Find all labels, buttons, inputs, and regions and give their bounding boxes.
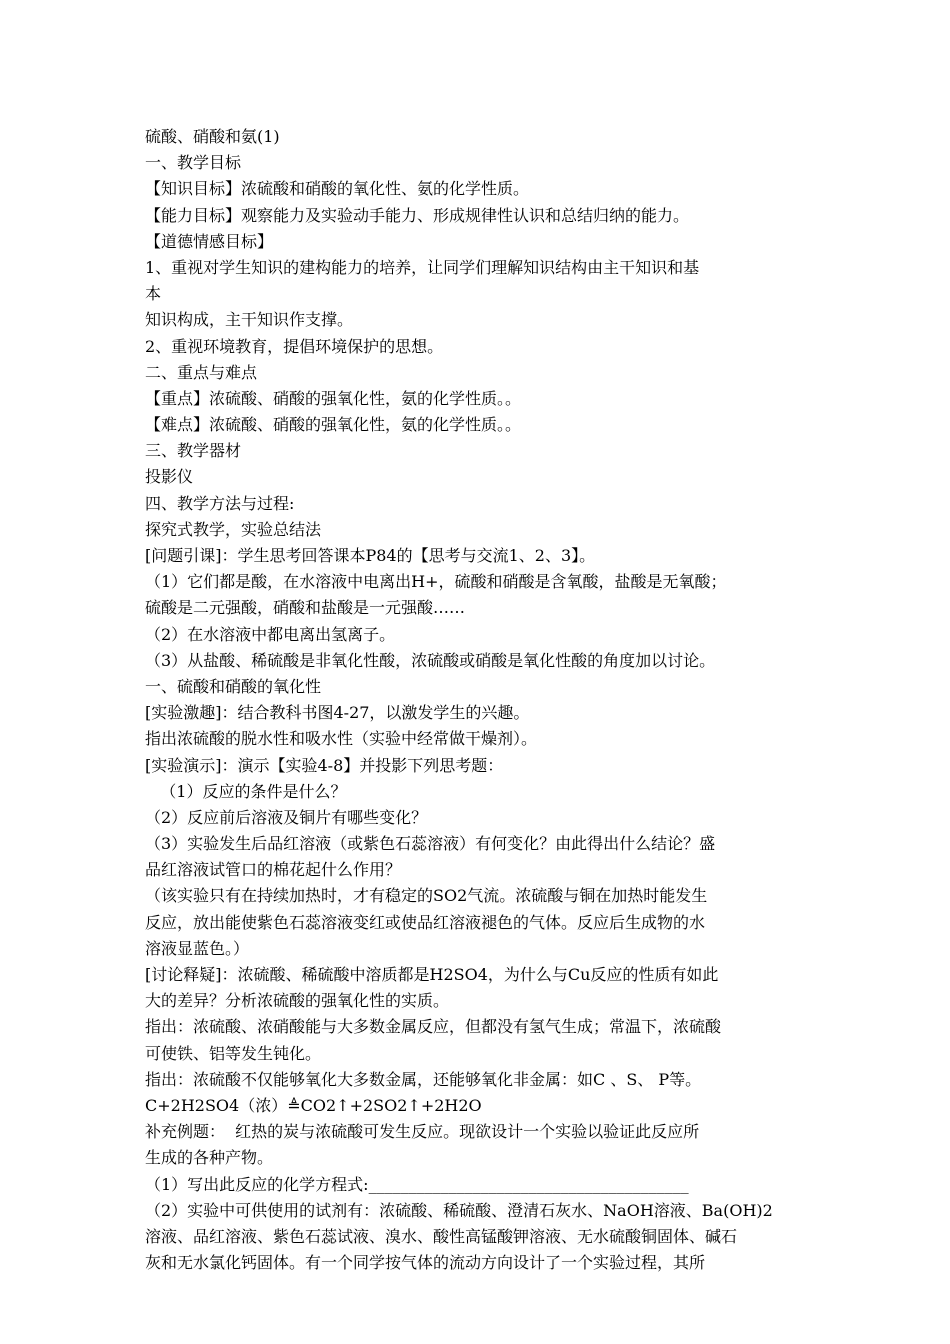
text-line: 灰和无水氯化钙固体。有一个同学按气体的流动方向设计了一个实验过程，其所 bbox=[145, 1253, 706, 1273]
text-line: （3）从盐酸、稀硫酸是非氧化性酸，浓硫酸或硝酸是氧化性酸的角度加以讨论。 bbox=[145, 650, 716, 670]
text-line: 【能力目标】观察能力及实验动手能力、形成规律性认识和总结归纳的能力。 bbox=[145, 205, 690, 225]
text-line: [实验激趣]：结合教科书图4-27，以激发学生的兴趣。 bbox=[145, 703, 530, 723]
text-line: （2）实验中可供使用的试剂有：浓硫酸、稀硫酸、澄清石灰水、NaOH溶液、Ba(OH)2 bbox=[145, 1200, 773, 1220]
text-line: 投影仪 bbox=[145, 467, 194, 487]
text-line: （1）反应的条件是什么？ bbox=[145, 781, 347, 801]
section-heading: 四、教学方法与过程: bbox=[145, 493, 295, 513]
text-line: 【难点】浓硫酸、硝酸的强氧化性，氨的化学性质。。 bbox=[145, 415, 522, 435]
text-line: 补充例题： 红热的炭与浓硫酸可发生反应。现欲设计一个实验以验证此反应所 bbox=[145, 1122, 700, 1142]
text-line: 可使铁、铝等发生钝化。 bbox=[145, 1043, 322, 1063]
text-line: 指出浓硫酸的脱水性和吸水性（实验中经常做干燥剂）。 bbox=[145, 729, 538, 749]
section-heading: 一、教学目标 bbox=[145, 153, 242, 173]
text-line: 溶液、品红溶液、紫色石蕊试液、溴水、酸性高锰酸钾溶液、无水硫酸铜固体、碱石 bbox=[145, 1226, 738, 1246]
document-page bbox=[145, 124, 815, 1276]
doc-title: 硫酸、硝酸和氨(1) bbox=[145, 127, 280, 146]
text-line: 反应，放出能使紫色石蕊溶液变红或使品红溶液褪色的气体。反应后生成物的水 bbox=[145, 912, 706, 932]
text-line: 知识构成，主干知识作支撑。 bbox=[145, 310, 354, 330]
section-heading: 三、教学器材 bbox=[145, 441, 242, 461]
text-line: [实验演示]：演示【实验4-8】并投影下列思考题： bbox=[145, 755, 504, 775]
text-line: 本 bbox=[145, 284, 162, 304]
text-line: 指出：浓硫酸不仅能够氧化大多数金属，还能够氧化非金属：如C 、S、 P等。 bbox=[145, 1069, 702, 1089]
text-line: 【道德情感目标】 bbox=[145, 231, 274, 251]
text-line: 大的差异？分析浓硫酸的强氧化性的实质。 bbox=[145, 991, 450, 1011]
chemical-equation: C+2H2SO4（浓）≜CO2↑+2SO2↑+2H2O bbox=[145, 1095, 482, 1115]
text-line: （2）在水溶液中都电离出氢离子。 bbox=[145, 624, 396, 644]
section-heading: 一、硫酸和硝酸的氧化性 bbox=[145, 676, 322, 696]
text-line: 硫酸是二元强酸，硝酸和盐酸是一元强酸…… bbox=[145, 598, 466, 618]
text-line: 1、重视对学生知识的建构能力的培养，让同学们理解知识结构由主干知识和基 bbox=[145, 257, 700, 277]
text-line: （该实验只有在持续加热时，才有稳定的SO2气流。浓硫酸与铜在加热时能发生 bbox=[145, 886, 708, 906]
text-line: [问题引课]：学生思考回答课本P84的【思考与交流1、2、3】。 bbox=[145, 546, 596, 565]
text-line: 2、重视环境教育，提倡环境保护的思想。 bbox=[145, 336, 444, 356]
text-line: 溶液显蓝色。） bbox=[145, 938, 250, 958]
section-heading: 二、重点与难点 bbox=[145, 362, 258, 382]
text-line: （1）它们都是酸，在水溶液中电离出H+，硫酸和硝酸是含氧酸，盐酸是无氧酸； bbox=[145, 572, 727, 592]
text-line: 生成的各种产物。 bbox=[145, 1148, 274, 1168]
text-line: 探究式教学，实验总结法 bbox=[145, 519, 322, 539]
text-line: （3）实验发生后品红溶液（或紫色石蕊溶液）有何变化？由此得出什么结论？盛 bbox=[145, 834, 716, 854]
text-line: 品红溶液试管口的棉花起什么作用？ bbox=[145, 860, 402, 880]
text-line: 指出：浓硫酸、浓硝酸能与大多数金属反应，但都没有氢气生成；常温下，浓硫酸 bbox=[145, 1017, 722, 1037]
text-line: （1）写出此反应的化学方程式:________________________________________ bbox=[145, 1174, 689, 1194]
text-line: （2）反应前后溶液及铜片有哪些变化？ bbox=[145, 807, 428, 827]
text-line: 【知识目标】浓硫酸和硝酸的氧化性、氨的化学性质。 bbox=[145, 179, 530, 199]
text-line: 【重点】浓硫酸、硝酸的强氧化性，氨的化学性质。。 bbox=[145, 388, 522, 408]
text-line: [讨论释疑]：浓硫酸、稀硫酸中溶质都是H2SO4，为什么与Cu反应的性质有如此 bbox=[145, 965, 719, 984]
